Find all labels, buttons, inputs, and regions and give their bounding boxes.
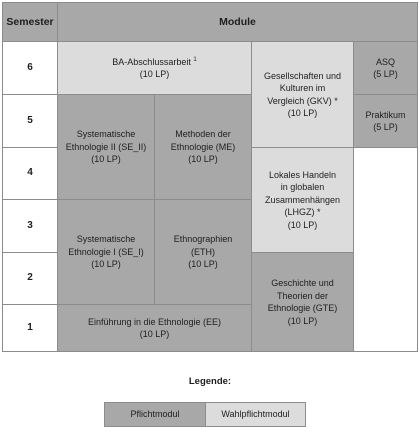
- semester-4: [2, 147, 58, 200]
- module-credits: (10 LP): [287, 108, 318, 118]
- legend-label: Pflichtmodul: [130, 409, 180, 420]
- module-title-line: Ethnologie II (SE_II): [65, 141, 147, 152]
- module-credits: (10 LP): [188, 154, 218, 165]
- module-credits: (10 LP): [139, 329, 170, 339]
- footnote-marker: 1: [193, 56, 197, 63]
- module-title-line: Vergleich (GKV) *: [267, 95, 338, 106]
- legend-label: Wahlpflichtmodul: [221, 409, 290, 420]
- module-title: BA-Abschlussarbeit: [112, 56, 191, 67]
- legend-title: Legende:: [188, 376, 232, 387]
- module-lhgz: [251, 147, 354, 253]
- semester-label: 1: [27, 321, 33, 333]
- module-gkv: [251, 41, 354, 148]
- module-eth: [154, 199, 252, 305]
- module-title-line: Ethnologie I (SE_I): [68, 246, 144, 257]
- header-module: [57, 2, 418, 42]
- module-title-line: ASQ: [375, 56, 395, 67]
- module-title-line: Zusammenhängen: [264, 194, 341, 205]
- header-semester-label: Semester: [6, 15, 54, 28]
- header-semester: [2, 2, 58, 42]
- module-title-line: Systematische: [76, 129, 136, 140]
- module-credits: (10 LP): [287, 219, 318, 230]
- module-se2: [57, 94, 155, 200]
- module-gte: [251, 252, 354, 352]
- semester-3: [2, 199, 58, 253]
- module-title-line: (ETH): [191, 246, 215, 257]
- legend-item-wahlpflichtmodul: [205, 402, 306, 427]
- module-credits: (10 LP): [91, 259, 121, 270]
- module-credits: (10 LP): [287, 315, 318, 326]
- semester-1: [2, 304, 58, 352]
- module-credits: (5 LP): [373, 69, 398, 79]
- module-credits: (5 LP): [373, 122, 398, 132]
- module-title-line: Einführung in die Ethnologie (EE): [87, 316, 222, 327]
- semester-6: [2, 41, 58, 95]
- module-credits: (10 LP): [91, 154, 121, 165]
- module-title-line: Lokales Handeln: [268, 169, 337, 180]
- module-title-line: Systematische: [76, 234, 136, 245]
- empty-cell: [353, 147, 418, 352]
- module-ba-abschlussarbeit: [57, 41, 252, 95]
- module-ee: [57, 304, 252, 352]
- module-title-line: in globalen: [280, 182, 325, 193]
- module-credits: (10 LP): [139, 69, 170, 79]
- module-title-line: Ethnographien: [173, 234, 233, 245]
- semester-label: 6: [27, 61, 33, 73]
- semester-label: 5: [27, 114, 33, 126]
- semester-label: 3: [27, 219, 33, 231]
- module-title-line: Ethnologie (ME): [170, 141, 236, 152]
- module-title-line: (LHGZ) *: [284, 207, 321, 218]
- module-title-line: Geschichte und: [271, 278, 334, 288]
- module-me: [154, 94, 252, 200]
- header-module-label: Module: [219, 15, 256, 28]
- semester-label: 4: [27, 167, 33, 179]
- semester-label: 2: [27, 272, 33, 284]
- module-title-line: Gesellschaften und: [263, 70, 342, 81]
- module-title-line: Kulturen im: [279, 83, 326, 93]
- module-title-line: Praktikum: [365, 109, 406, 120]
- module-praktikum: [353, 94, 418, 148]
- module-asq: [353, 41, 418, 95]
- module-title-line: Ethnologie (GTE): [267, 303, 338, 313]
- module-se1: [57, 199, 155, 305]
- module-title-line: Theorien der: [276, 290, 329, 301]
- semester-2: [2, 252, 58, 305]
- semester-5: [2, 94, 58, 148]
- legend-item-pflichtmodul: [104, 402, 206, 427]
- module-title-line: Methoden der: [175, 129, 231, 140]
- module-credits: (10 LP): [188, 259, 218, 270]
